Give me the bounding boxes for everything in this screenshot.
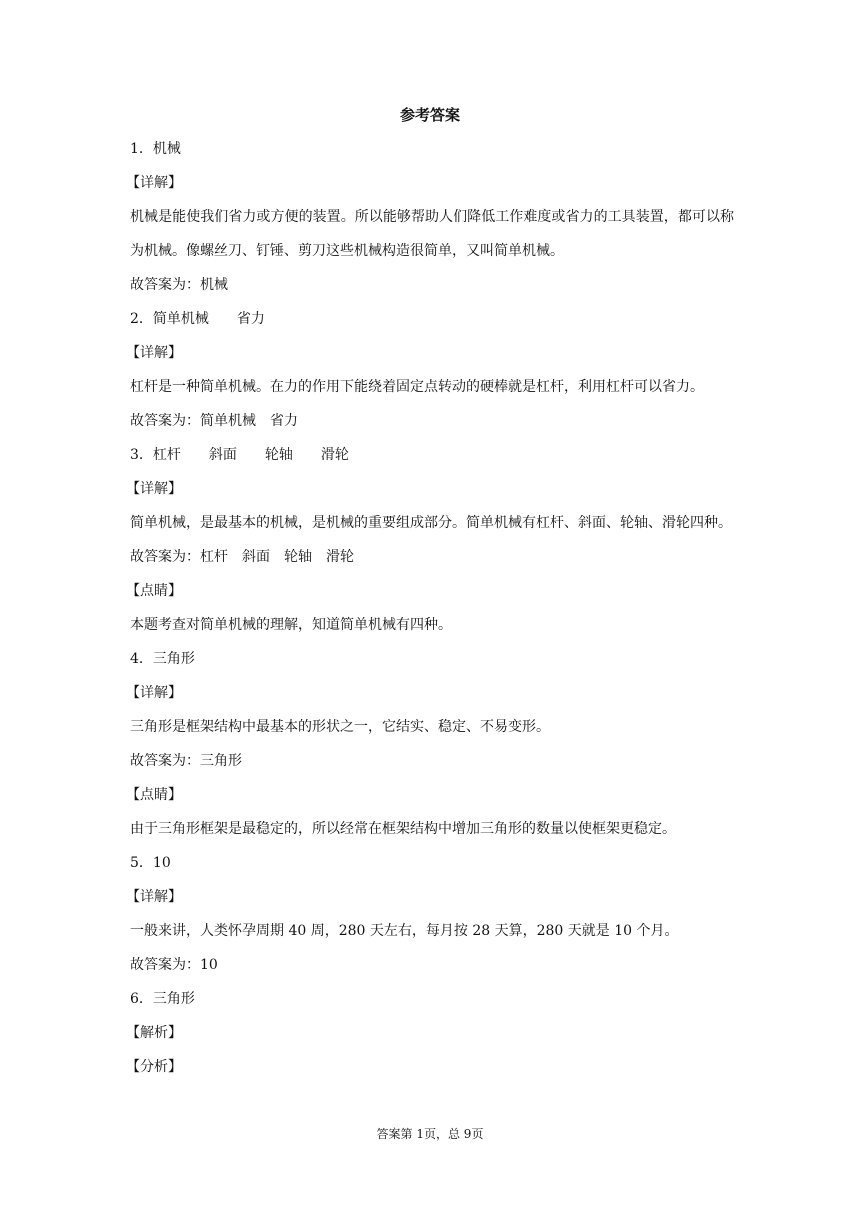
page-footer: 答案第 1页，总 9页: [376, 1127, 484, 1141]
question-3-point-tag: 【点睛】: [126, 583, 182, 599]
question-4-answer: 4．三角形: [130, 651, 195, 667]
question-3-point: 本题考查对简单机械的理解，知道简单机械有四种。: [130, 617, 452, 633]
question-3-answer: 3．杠杆 斜面 轮轴 滑轮: [130, 447, 349, 463]
page-title: 参考答案: [399, 106, 460, 124]
question-4-final: 故答案为：三角形: [130, 753, 242, 769]
answer-content: [126, 132, 734, 1084]
question-4-point: 由于三角形框架是最稳定的，所以经常在框架结构中增加三角形的数量以使框架更稳定。: [130, 821, 676, 837]
question-1-detail: 机械是能使我们省力或方便的装置。所以能够帮助人们降低工作难度或省力的工具装置，都可以称为机械。像螺丝刀、钉锤、剪刀这些机械构造很简单，又叫简单机械。: [130, 209, 734, 259]
question-6-analysis-tag: 【解析】: [126, 1025, 182, 1041]
question-5-detail: 一般来讲，人类怀孕周期 40 周，280 天左右，每月按 28 天算，280 天就是 10 个月。: [130, 923, 679, 939]
question-4-detail-tag: 【详解】: [126, 685, 182, 701]
question-5-answer: 5．10: [130, 855, 171, 871]
question-1-final: 故答案为：机械: [130, 277, 228, 293]
question-3-detail-tag: 【详解】: [126, 481, 182, 497]
question-4-detail: 三角形是框架结构中最基本的形状之一，它结实、稳定、不易变形。: [130, 719, 550, 735]
question-1-detail-tag: 【详解】: [126, 175, 182, 191]
question-6-fenxi-tag: 【分析】: [126, 1059, 182, 1075]
question-2-answer: 2．简单机械 省力: [130, 311, 265, 327]
question-5-final: 故答案为：10: [130, 957, 218, 973]
question-6-answer: 6．三角形: [130, 991, 195, 1007]
question-1-answer: 1．机械: [130, 141, 181, 157]
question-2-detail-tag: 【详解】: [126, 345, 182, 361]
question-5-detail-tag: 【详解】: [126, 889, 182, 905]
question-3-detail: 简单机械，是最基本的机械，是机械的重要组成部分。简单机械有杠杆、斜面、轮轴、滑轮四种。: [130, 515, 732, 531]
question-2-detail: 杠杆是一种简单机械。在力的作用下能绕着固定点转动的硬棒就是杠杆，利用杠杆可以省力。: [130, 379, 704, 395]
question-2-final: 故答案为：简单机械 省力: [130, 413, 298, 429]
question-3-final: 故答案为：杠杆 斜面 轮轴 滑轮: [130, 549, 354, 565]
question-4-point-tag: 【点睛】: [126, 787, 182, 803]
